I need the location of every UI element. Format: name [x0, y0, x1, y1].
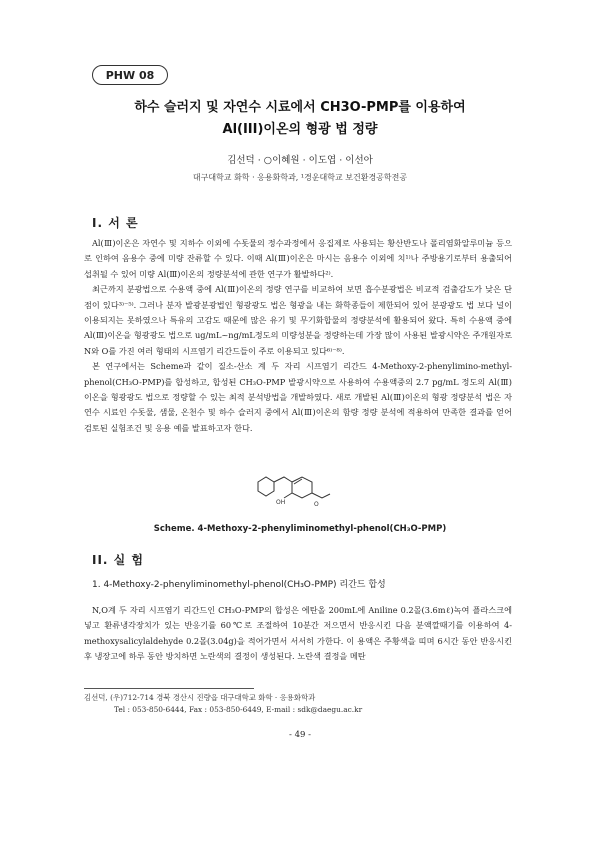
subsection-ligand-synthesis: 1. 4-Methoxy-2-phenyliminomethyl-phenol(CH₃O-PMP) 리간드 합성 — [92, 580, 386, 590]
methoxy-bond — [312, 493, 330, 498]
intro-paragraph-2: 최근까지 분광법으로 수용액 중에 Al(Ⅲ)이온의 정량 연구를 비교하여 보면 흡수분광법은 비교적 검출감도가 낮은 단점이 있다³⁾⁻⁵⁾. 그러나 분자 발광분광법인 형광광도 법은 형광을 내는 화학종들이 제한되어 있어 분광광도 법 보다 널이 이용되지는 못하였으나 특유의 고감도 때문에 많은 유기 및 무기화합물의 정량분석에 활용되어 왔다. 특히 수용액 중에 Al(Ⅲ)이온을 형광광도 법으로 ug/mL~ng/mL정도의 미량성분을 정량하는데 가장 많이 사용된 발광시약은 주개원자로 N와 O를 가진 여러 형태의 시프염기 리간드들이 주로 이용되고 있다⁶⁾⁻⁸⁾. — [84, 284, 512, 356]
introduction-body — [84, 236, 512, 436]
session-badge: PHW 08 — [92, 65, 168, 85]
intro-paragraph-1: Al(Ⅲ)이온은 자연수 및 지하수 이외에 수돗물의 정수과정에서 응집제로 사용되는 황산반도나 폴리염화알루미늄 등으로 인하여 음용수 중에 미량 잔류할 수 있다. 이때 Al(Ⅲ)이온은 마시는 음용수 이외에 치¹⁾나 주방용기로부터 용출되어 섭취될 수 있어 미량 Al(Ⅲ)이온의 정량분석에 관한 연구가 활발하다²⁾. — [84, 238, 512, 279]
phenol-ring — [292, 477, 312, 498]
hydroxyl-bond — [284, 493, 292, 498]
section-introduction-heading: I. 서 론 — [92, 216, 139, 230]
footnote-contact: Tel : 053-850-6444, Fax : 053-850-6449, E-mail : sdk@daegu.ac.kr — [114, 705, 363, 714]
authors: 김선덕 · ○이혜원 · 이도엽 · 이선아 — [227, 155, 373, 166]
affiliation: 대구대학교 화학 · 응용화학과, ¹경운대학교 보건환경공학전공 — [192, 173, 408, 182]
experiment-paragraph-1: N,O계 두 자리 시프염기 리간드인 CH₃O-PMP의 합성은 에탄올 200mL에 Aniline 0.2몰(3.6mℓ)녹여 플라스크에 넣고 환류냉각장치가 있는 반응기를 60℃로 조절하여 10분간 저으면서 반응시킨 다음 분액깔때기를 이용하여 4-methoxysalicylaldehyde 0.2몰(3.04g)을 적어가면서 서서히 가한다. 이 용액은 주황색을 띠며 6시간 동안 반응시킨 후 냉장고에 하루 동안 방치하면 노란색의 결정이 생성된다. 노란색 결정을 메탄 — [84, 605, 512, 662]
footnote-address: 김선덕, (우)712-714 경북 경산시 진량읍 대구대학교 화학 · 응용화학과 — [84, 693, 316, 702]
title-line-1: 하수 슬러지 및 자연수 시료에서 CH3O-PMP를 이용하여 — [134, 100, 466, 115]
chemical-structure-diagram — [250, 468, 360, 516]
svg-text:O: O — [314, 501, 319, 508]
intro-paragraph-3: 본 연구에서는 Scheme과 같이 질소-산소 계 두 자리 시프염기 리간드 4-Methoxy-2-phenylimino-methyl-phenol(CH₃O-PMP)를 합성하고, 합성된 CH₃O-PMP 발광시약으로 사용하여 수용액중의 2.7 pg/mL 정도의 Al(Ⅲ)이온을 형광광도 법으로 정량할 수 있는 최적 분석방법을 개발하였다. 새로 개발된 Al(Ⅲ)이온의 형광 정량분석 법은 자연수 시료인 수돗물, 샘물, 온천수 및 하수 슬러지 중에서 Al(Ⅲ)이온의 함량 정량 분석에 적용하여 만족한 결과를 얻어 검토된 실험조건 및 응용 예를 발표하고자 한다. — [84, 361, 512, 433]
imine-linker — [274, 477, 292, 482]
svg-text:OH: OH — [276, 499, 286, 506]
title-line-2: Al(III)이온의 형광 법 정량 — [222, 122, 378, 137]
scheme-caption: Scheme. 4-Methoxy-2-phenyliminomethyl-phenol(CH₃O-PMP) — [153, 524, 447, 534]
page-number: - 49 - — [289, 730, 311, 740]
footnote-divider — [84, 688, 254, 689]
section-experiment-heading: II. 실 험 — [92, 553, 145, 567]
phenyl-ring — [258, 477, 274, 496]
experiment-body — [84, 603, 512, 665]
